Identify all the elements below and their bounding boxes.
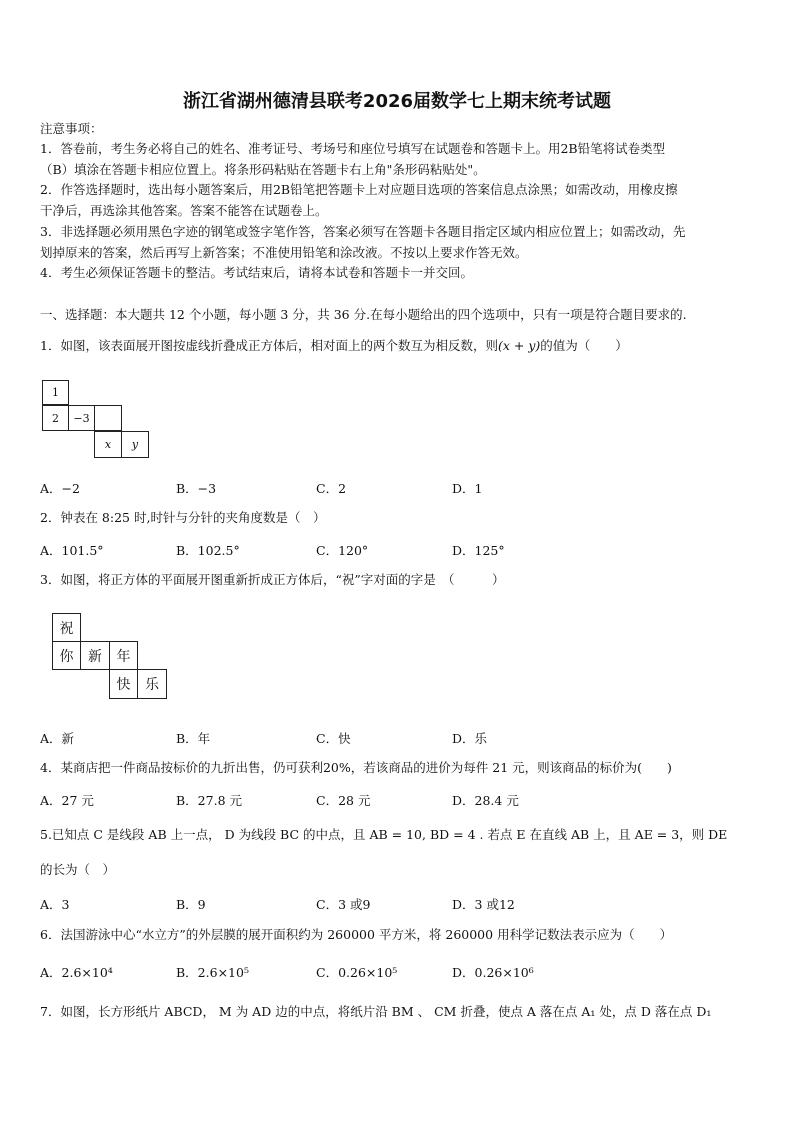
option-b: B．年 [176, 731, 211, 746]
option-d: D．1 [452, 481, 483, 496]
question-5-stem: 5.已知点 C 是线段 AB 上一点， D 为线段 BC 的中点，且 AB = 10, BD = 4 . 若点 E 在直线 AB 上，且 AE = 3，则 DE [40, 827, 728, 842]
option-a: A．101.5° [40, 543, 104, 558]
notice-line: 3．非选择题必须用黑色字迹的钢笔或签字笔作答，答案必须写在答题卡各题目指定区域内相应位置上；如需改动，先 [40, 224, 686, 239]
notice-heading: 注意事项： [40, 121, 103, 136]
option-c: C．快 [316, 731, 351, 746]
question-4-percent: 20% [322, 760, 351, 775]
option-c: C．2 [316, 481, 347, 496]
net-cell: 年 [109, 641, 138, 670]
net-cell: 新 [80, 641, 110, 670]
option-c: C．3 或9 [316, 897, 371, 912]
net-cell: y [121, 431, 149, 458]
option-a: A．3 [40, 897, 70, 912]
option-c: C．120° [316, 543, 369, 558]
option-a: A．2.6×10⁴ [40, 965, 113, 980]
notice-line: 1．答卷前，考生务必将自己的姓名、准考证号、考场号和座位号填写在试题卷和答题卡上。用2B铅笔将试卷类型 [40, 141, 666, 156]
notice-line: （B）填涂在答题卡相应位置上。将条形码粘贴在答题卡右上角"条形码粘贴处"。 [40, 162, 486, 177]
option-b: B．−3 [176, 481, 217, 496]
net-cell: 2 [42, 405, 69, 431]
net-cell: x [94, 431, 122, 458]
option-d: D．125° [452, 543, 505, 558]
option-d: D．28.4 元 [452, 793, 519, 808]
notice-line: 2．作答选择题时，选出每小题答案后，用2B铅笔把答题卡上对应题目选项的答案信息点涂黑；如需改动，用橡皮擦 [40, 182, 678, 197]
option-b: B．2.6×10⁵ [176, 965, 249, 980]
option-d: D．乐 [452, 731, 488, 746]
question-2-stem: 2．钟表在 8:25 时,时针与分针的夹角度数是（ ） [40, 510, 326, 525]
question-3-stem: 3．如图，将正方体的平面展开图重新折成正方体后，“祝”字对面的字是 （ ） [40, 572, 505, 587]
option-b: B．102.5° [176, 543, 240, 558]
question-4-stem-text: 4．某商店把一件商品按标价的九折出售，仍可获利 [40, 760, 323, 775]
net-cell: 乐 [137, 669, 167, 699]
question-6-stem: 6．法国游泳中心“水立方”的外层膜的展开面积约为 260000 平方米，将 260000 用科学记数法表示应为（ ） [40, 927, 673, 942]
net-cell: 你 [52, 641, 81, 670]
option-c: C．28 元 [316, 793, 371, 808]
net-cell: −3 [68, 405, 95, 431]
option-a: A．新 [40, 731, 75, 746]
question-1-stem [40, 338, 628, 354]
question-5-stem: 的长为（ ） [40, 862, 116, 877]
option-d: D．3 或12 [452, 897, 515, 912]
net-cell: 1 [42, 380, 69, 405]
question-4-stem-tail: ，若该商品的进价为每件 21 元，则该商品的标价为( ) [350, 760, 672, 775]
notice-line: 划掉原来的答案，然后再写上新答案；不准使用铅笔和涂改液。不按以上要求作答无效。 [40, 245, 528, 260]
question-7-stem: 7．如图，长方形纸片 ABCD， M 为 AD 边的中点，将纸片沿 BM 、 CM 折叠，使点 A 落在点 A₁ 处，点 D 落在点 D₁ [40, 1004, 712, 1019]
option-d: D．0.26×10⁶ [452, 965, 534, 980]
question-1-stem-tail: 的值为（ ） [540, 338, 628, 353]
notice-line: 4．考生必须保证答题卡的整洁。考试结束后，请将本试卷和答题卡一并交回。 [40, 265, 473, 280]
option-b: B．27.8 元 [176, 793, 242, 808]
net-cell [94, 405, 122, 431]
net-cell: 快 [109, 669, 138, 699]
net-cell: 祝 [52, 613, 81, 642]
section-heading: 一、选择题：本大题共 12 个小题，每小题 3 分，共 36 分.在每小题给出的四个选项中，只有一项是符合题目要求的. [40, 307, 687, 322]
option-a: A．−2 [40, 481, 80, 496]
option-c: C．0.26×10⁵ [316, 965, 398, 980]
option-a: A．27 元 [40, 793, 94, 808]
page-title: 浙江省湖州德清县联考2026届数学七上期末统考试题 [182, 91, 612, 112]
question-1-stem-text: 1．如图，该表面展开图按虚线折叠成正方体后，相对面上的两个数互为相反数，则 [40, 338, 498, 353]
question-1-expression: (x + y) [497, 338, 541, 353]
option-b: B．9 [176, 897, 206, 912]
question-4-stem [40, 760, 672, 776]
notice-line: 干净后，再选涂其他答案。答案不能答在试题卷上。 [40, 203, 328, 218]
